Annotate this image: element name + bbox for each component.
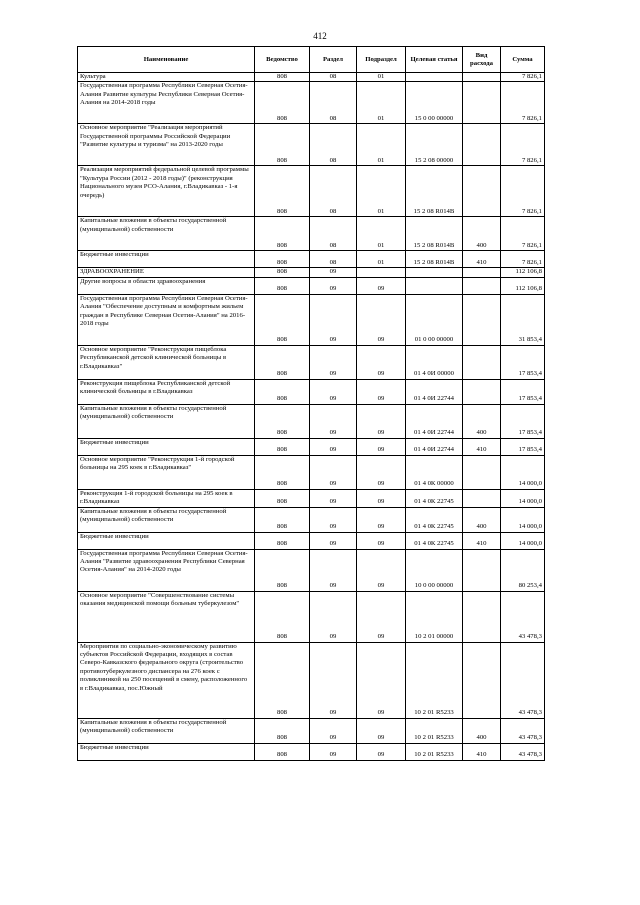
table-header-row	[78, 47, 545, 73]
cell-name: Капитальные вложения в объекты государственной (муниципальной) собственности	[78, 718, 255, 743]
cell-section: 09	[310, 549, 357, 591]
cell-expense-type	[463, 268, 501, 277]
cell-amount: 7 826,1	[501, 82, 545, 124]
table-row	[78, 268, 545, 277]
table-row	[78, 73, 545, 82]
cell-expense-type: 410	[463, 438, 501, 455]
cell-section: 09	[310, 294, 357, 345]
cell-subsection: 09	[357, 438, 406, 455]
cell-amount: 7 826,1	[501, 73, 545, 82]
cell-name: Государственная программа Республики Северная Осетия-Алания Развитие культуры Республики Северная Осетия-Алания на 2014-2018 годы	[78, 82, 255, 124]
cell-subsection: 01	[357, 124, 406, 166]
cell-target: 10 2 01 R5233	[406, 718, 463, 743]
cell-dept: 808	[255, 294, 310, 345]
cell-amount: 14 000,0	[501, 455, 545, 489]
cell-dept: 808	[255, 166, 310, 217]
cell-expense-type	[463, 549, 501, 591]
cell-expense-type: 410	[463, 743, 501, 760]
table-row	[78, 532, 545, 549]
cell-target: 10 2 01 R5233	[406, 743, 463, 760]
cell-name: Другие вопросы в области здравоохранения	[78, 277, 255, 294]
cell-amount: 7 826,1	[501, 251, 545, 268]
cell-section: 09	[310, 455, 357, 489]
cell-expense-type: 400	[463, 217, 501, 251]
header-target: Целевая статья	[406, 47, 463, 73]
cell-dept: 808	[255, 251, 310, 268]
table-row	[78, 438, 545, 455]
cell-name: Капитальные вложения в объекты государственной (муниципальной) собственности	[78, 404, 255, 438]
cell-target: 15 2 08 R014В	[406, 251, 463, 268]
cell-name: Капитальные вложения в объекты государственной (муниципальной) собственности	[78, 217, 255, 251]
header-subsection: Подраздел	[357, 47, 406, 73]
cell-dept: 808	[255, 438, 310, 455]
table-row	[78, 217, 545, 251]
table-row	[78, 124, 545, 166]
cell-dept: 808	[255, 268, 310, 277]
table-row	[78, 743, 545, 760]
cell-name: Государственная программа Республики Северная Осетия-Алания "Обеспечение доступным и комфортным жильем граждан в Республике Северная Осетия-Алания" на 2016-2018 годы	[78, 294, 255, 345]
cell-expense-type: 400	[463, 507, 501, 532]
cell-amount: 17 853,4	[501, 379, 545, 404]
cell-subsection: 09	[357, 507, 406, 532]
cell-section: 09	[310, 532, 357, 549]
cell-subsection: 09	[357, 743, 406, 760]
cell-target: 01 0 00 00000	[406, 294, 463, 345]
header-name: Наименование	[78, 47, 255, 73]
cell-section: 09	[310, 379, 357, 404]
cell-amount: 31 853,4	[501, 294, 545, 345]
cell-dept: 808	[255, 532, 310, 549]
cell-section: 08	[310, 166, 357, 217]
header-amount: Сумма	[501, 47, 545, 73]
cell-target: 10 0 00 00000	[406, 549, 463, 591]
cell-amount: 7 826,1	[501, 166, 545, 217]
cell-dept: 808	[255, 404, 310, 438]
table-row	[78, 277, 545, 294]
table-row	[78, 404, 545, 438]
cell-target: 15 2 08 00000	[406, 124, 463, 166]
cell-name: Реконструкция 1-й городской больницы на 295 коек в г.Владикавказ	[78, 489, 255, 507]
cell-section: 09	[310, 268, 357, 277]
cell-section: 09	[310, 489, 357, 507]
cell-expense-type	[463, 642, 501, 718]
cell-subsection: 09	[357, 718, 406, 743]
cell-name: Бюджетные инвестиции	[78, 251, 255, 268]
cell-subsection	[357, 268, 406, 277]
table-row	[78, 294, 545, 345]
cell-subsection: 09	[357, 532, 406, 549]
cell-dept: 808	[255, 549, 310, 591]
cell-dept: 808	[255, 718, 310, 743]
cell-target	[406, 268, 463, 277]
cell-amount: 14 000,0	[501, 489, 545, 507]
cell-expense-type: 410	[463, 251, 501, 268]
cell-dept: 808	[255, 124, 310, 166]
cell-section: 09	[310, 642, 357, 718]
cell-subsection: 01	[357, 73, 406, 82]
cell-expense-type: 400	[463, 404, 501, 438]
cell-subsection: 09	[357, 404, 406, 438]
cell-section: 09	[310, 345, 357, 379]
cell-amount: 17 853,4	[501, 438, 545, 455]
cell-expense-type: 410	[463, 532, 501, 549]
cell-target	[406, 277, 463, 294]
cell-section: 08	[310, 124, 357, 166]
cell-subsection: 09	[357, 455, 406, 489]
cell-section: 09	[310, 507, 357, 532]
cell-amount: 14 000,0	[501, 532, 545, 549]
table-row	[78, 166, 545, 217]
cell-target: 01 4 0И 00000	[406, 345, 463, 379]
cell-dept: 808	[255, 642, 310, 718]
cell-target: 01 4 0К 00000	[406, 455, 463, 489]
header-expense-type: Вид расхода	[463, 47, 501, 73]
cell-amount: 7 826,1	[501, 124, 545, 166]
cell-amount: 80 253,4	[501, 549, 545, 591]
cell-section: 09	[310, 718, 357, 743]
cell-section: 08	[310, 73, 357, 82]
cell-name: Культура	[78, 73, 255, 82]
cell-dept: 808	[255, 82, 310, 124]
cell-name: Основное мероприятие "Реконструкция 1-й городской больницы на 295 коек в г.Владикавказ"	[78, 455, 255, 489]
cell-expense-type	[463, 591, 501, 642]
cell-dept: 808	[255, 743, 310, 760]
budget-table	[77, 46, 545, 761]
cell-target: 15 0 00 00000	[406, 82, 463, 124]
table-row	[78, 489, 545, 507]
cell-section: 09	[310, 743, 357, 760]
cell-subsection: 09	[357, 277, 406, 294]
cell-amount: 43 478,3	[501, 743, 545, 760]
table-body	[78, 73, 545, 761]
header-section: Раздел	[310, 47, 357, 73]
cell-section: 08	[310, 82, 357, 124]
table-row	[78, 591, 545, 642]
cell-subsection: 09	[357, 489, 406, 507]
cell-section: 09	[310, 438, 357, 455]
cell-name: Бюджетные инвестиции	[78, 438, 255, 455]
cell-section: 08	[310, 217, 357, 251]
cell-amount: 7 826,1	[501, 217, 545, 251]
cell-name: Капитальные вложения в объекты государственной (муниципальной) собственности	[78, 507, 255, 532]
table-row	[78, 549, 545, 591]
cell-amount: 43 478,3	[501, 591, 545, 642]
table-row	[78, 379, 545, 404]
cell-dept: 808	[255, 379, 310, 404]
cell-name: Бюджетные инвестиции	[78, 532, 255, 549]
cell-expense-type: 400	[463, 718, 501, 743]
cell-name: Реконструкция пищеблока Республиканской детской клинической больницы в г.Владикавказ	[78, 379, 255, 404]
page-number: 412	[313, 31, 327, 41]
cell-name: Реализация мероприятий федеральной целевой программы "Культура России (2012 - 2018 годы)" (реконструкция Национального музея РСО-Алания, г.Владикавказ - 1-я очередь)	[78, 166, 255, 217]
cell-subsection: 01	[357, 82, 406, 124]
cell-amount: 43 478,3	[501, 642, 545, 718]
cell-dept: 808	[255, 507, 310, 532]
cell-subsection: 09	[357, 345, 406, 379]
cell-target: 10 2 01 00000	[406, 591, 463, 642]
table-row	[78, 345, 545, 379]
cell-subsection: 09	[357, 642, 406, 718]
cell-subsection: 01	[357, 166, 406, 217]
cell-subsection: 01	[357, 251, 406, 268]
cell-amount: 14 000,0	[501, 507, 545, 532]
cell-dept: 808	[255, 277, 310, 294]
cell-target: 15 2 08 R014В	[406, 217, 463, 251]
cell-section: 08	[310, 251, 357, 268]
cell-section: 09	[310, 277, 357, 294]
cell-target: 15 2 08 R014В	[406, 166, 463, 217]
cell-dept: 808	[255, 591, 310, 642]
cell-name: Бюджетные инвестиции	[78, 743, 255, 760]
table-row	[78, 251, 545, 268]
cell-expense-type	[463, 345, 501, 379]
cell-expense-type	[463, 82, 501, 124]
cell-dept: 808	[255, 489, 310, 507]
cell-expense-type	[463, 294, 501, 345]
cell-amount: 112 106,8	[501, 268, 545, 277]
cell-subsection: 09	[357, 379, 406, 404]
cell-dept: 808	[255, 73, 310, 82]
cell-section: 09	[310, 404, 357, 438]
cell-section: 09	[310, 591, 357, 642]
cell-amount: 112 106,8	[501, 277, 545, 294]
header-dept: Ведомство	[255, 47, 310, 73]
cell-name: Основное мероприятие "Реализация мероприятий Государственной программы Российской Федерации "Развитие культуры и туризма" на 2013-2020 годы	[78, 124, 255, 166]
cell-amount: 43 478,3	[501, 718, 545, 743]
cell-subsection: 09	[357, 549, 406, 591]
cell-subsection: 01	[357, 217, 406, 251]
cell-dept: 808	[255, 345, 310, 379]
cell-name: Государственная программа Республики Северная Осетия-Алания "Развитие здравоохранения Республики Северная Осетия-Алания" на 2014-2020 годы	[78, 549, 255, 591]
cell-target: 01 4 0И 22744	[406, 438, 463, 455]
table-row	[78, 82, 545, 124]
table-row	[78, 718, 545, 743]
cell-dept: 808	[255, 217, 310, 251]
cell-target: 01 4 0И 22744	[406, 379, 463, 404]
cell-amount: 17 853,4	[501, 345, 545, 379]
cell-target: 10 2 01 R5233	[406, 642, 463, 718]
cell-name: Основное мероприятие "Совершенствование системы оказания медицинской помощи больным туберкулезом"	[78, 591, 255, 642]
cell-name: Основное мероприятие "Реконструкция пищеблока Республиканской детской клинической больницы в г.Владикавказ"	[78, 345, 255, 379]
cell-expense-type	[463, 73, 501, 82]
cell-target: 01 4 0К 22745	[406, 532, 463, 549]
cell-expense-type	[463, 489, 501, 507]
cell-name: ЗДРАВООХРАНЕНИЕ	[78, 268, 255, 277]
table-row	[78, 642, 545, 718]
cell-expense-type	[463, 124, 501, 166]
cell-target: 01 4 0К 22745	[406, 489, 463, 507]
table-row	[78, 455, 545, 489]
cell-expense-type	[463, 455, 501, 489]
table-row	[78, 507, 545, 532]
cell-target	[406, 73, 463, 82]
cell-subsection: 09	[357, 294, 406, 345]
cell-expense-type	[463, 166, 501, 217]
cell-expense-type	[463, 277, 501, 294]
cell-amount: 17 853,4	[501, 404, 545, 438]
cell-target: 01 4 0И 22744	[406, 404, 463, 438]
cell-expense-type	[463, 379, 501, 404]
cell-target: 01 4 0К 22745	[406, 507, 463, 532]
cell-subsection: 09	[357, 591, 406, 642]
cell-name: Мероприятия по социально-экономическому развитию субъектов Российской Федерации, входящих в состав Северо-Кавказского федерального округа (строительство противотуберкулезного диспансера на 276 коек с поликлиникой на 250 посещений в смену, расположенного в г.Владикавказ, пос.Южный	[78, 642, 255, 718]
cell-dept: 808	[255, 455, 310, 489]
